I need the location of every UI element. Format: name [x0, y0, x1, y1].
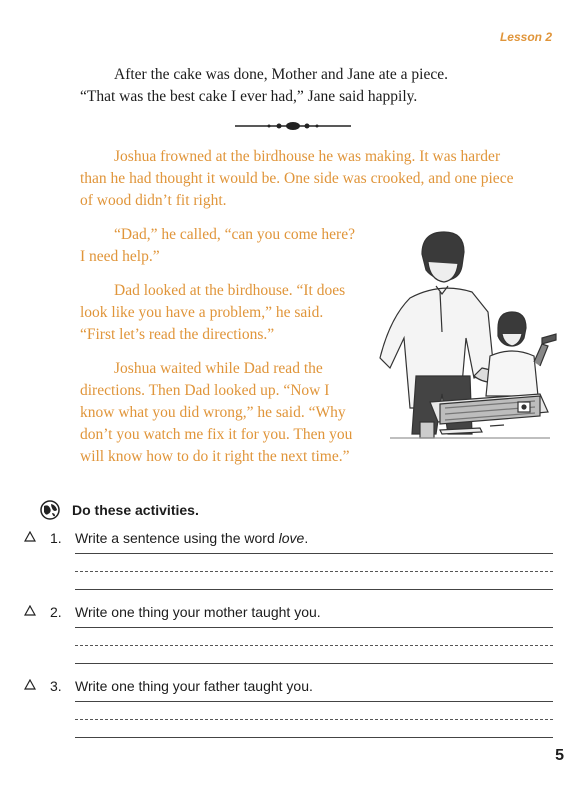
answer-line-solid[interactable]	[75, 663, 553, 664]
item-number: 1.	[50, 530, 62, 546]
story-paragraph-2: “Dad,” he called, “can you come here? I need help.”	[80, 226, 355, 265]
globe-icon	[40, 500, 60, 520]
triangle-icon	[24, 605, 36, 616]
answer-line-dashed[interactable]	[75, 571, 553, 572]
story-paragraph-4: Joshua waited while Dad read the directions. Then Dad looked up. “Now I know what you did wrong,” he said. “Why don’t you watch me fix it for you. Then you will know how to do it right the next time.”	[80, 360, 353, 465]
activity-item	[40, 530, 560, 604]
lesson-label: Lesson 2	[499, 30, 552, 44]
ornament-divider	[233, 120, 353, 132]
answer-line-solid[interactable]	[75, 553, 553, 554]
story-paragraph-3: Dad looked at the birdhouse. “It does look like you have a problem,” he said. “First let’s read the directions.”	[80, 282, 346, 343]
answer-line-solid[interactable]	[75, 589, 553, 590]
triangle-icon	[24, 679, 36, 690]
answer-line-solid[interactable]	[75, 737, 553, 738]
item-number: 3.	[50, 678, 62, 694]
activities-section	[40, 500, 560, 752]
answer-line-solid[interactable]	[75, 701, 553, 702]
item-prompt: Write a sentence using the word love.	[75, 530, 309, 546]
activities-heading-text: Do these activities.	[72, 502, 199, 518]
item-prompt: Write one thing your mother taught you.	[75, 604, 321, 620]
intro-line-1: After the cake was done, Mother and Jane ate a piece.	[114, 66, 448, 83]
intro-line-2: “That was the best cake I ever had,” Jane said happily.	[80, 88, 418, 105]
story-paragraph-1: Joshua frowned at the birdhouse he was making. It was harder than he had thought it would be. One side was crooked, and one piece of wood didn’t fit right.	[80, 148, 514, 209]
activity-item	[40, 678, 560, 752]
emphasized-word: love	[278, 530, 305, 546]
page-number: 5	[555, 747, 564, 764]
answer-line-dashed[interactable]	[75, 645, 553, 646]
item-prompt: Write one thing your father taught you.	[75, 678, 313, 694]
answer-line-dashed[interactable]	[75, 719, 553, 720]
triangle-icon	[24, 531, 36, 542]
item-number: 2.	[50, 604, 62, 620]
answer-line-solid[interactable]	[75, 627, 553, 628]
intro-paragraph	[80, 64, 500, 108]
activities-heading	[40, 500, 560, 520]
father-son-birdhouse-illustration	[370, 226, 560, 446]
activity-item	[40, 604, 560, 678]
